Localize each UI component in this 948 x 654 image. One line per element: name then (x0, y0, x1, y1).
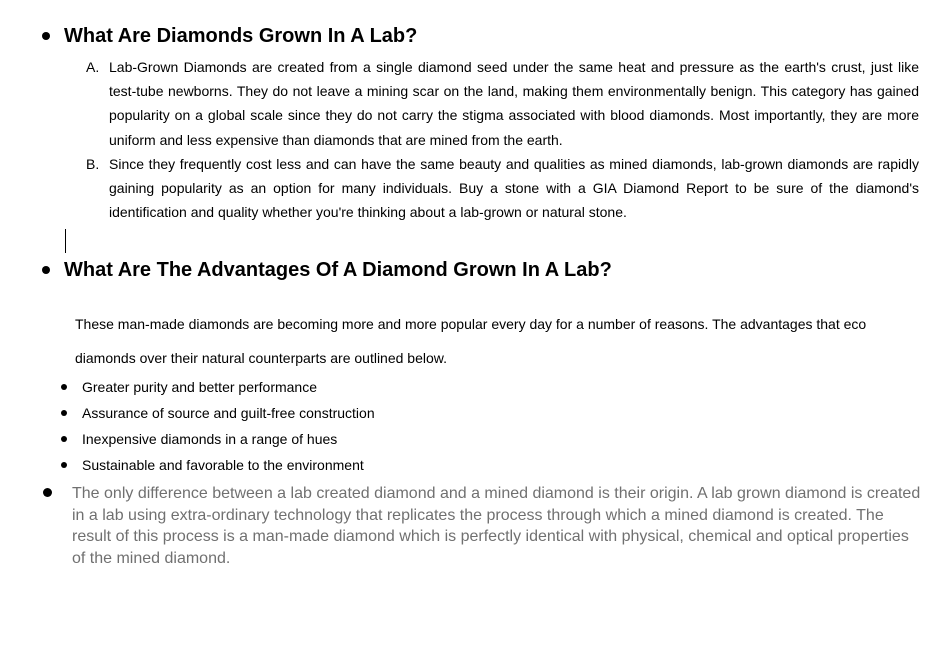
bullet-dot-icon (43, 488, 52, 497)
bullet-dot-icon (61, 436, 67, 442)
lettered-list (86, 55, 919, 224)
list-item (86, 55, 919, 152)
list-item-text: Lab-Grown Diamonds are created from a single diamond seed under the same heat and pressure as the earth's crust, just like test-tube newborns. They do not leave a mining scar on the land, making them environmentally benign. This category has gained popularity on a global scale since they do not carry the stigma associated with blood diamonds. Most importantly, they are more uniform and less expensive than diamonds that are mined from the earth. (109, 59, 919, 148)
bullet-dot-icon (42, 266, 50, 274)
bullet-dot-icon (42, 32, 50, 40)
list-item-text: Greater purity and better performance (82, 379, 318, 395)
origin-paragraph: The only difference between a lab created diamond and a mined diamond is their origin. A lab grown diamond is created in a lab using extra-ordinary technology that replicates the process through which a mined diamond is created. The result of this process is a man-made diamond which is perfectly identical with physical, chemical and optical properties of the mined diamond. (72, 485, 921, 567)
bullet-dot-icon (61, 384, 67, 390)
text-cursor[interactable] (65, 229, 66, 253)
list-marker: A. (86, 59, 100, 75)
section-heading-advantages (42, 258, 612, 282)
list-item-text: Since they frequently cost less and can have the same beauty and qualities as mined diamonds, lab-grown diamonds are rapidly gaining popularity as an option for many individuals. Buy a stone with a GIA Diamond Report to be sure of the diamond's identification and quality whether you're thinking about a lab-grown or natural stone. (109, 155, 919, 221)
list-item (60, 400, 375, 426)
list-item (60, 452, 375, 478)
list-item (60, 426, 375, 452)
list-item-text: Assurance of source and guilt-free construction (82, 405, 375, 421)
intro-paragraph: These man-made diamonds are becoming more and more popular every day for a number of reasons. The advantages that eco diamonds over their natural counterparts are outlined below. (75, 316, 867, 366)
heading-text: What Are Diamonds Grown In A Lab? (64, 25, 418, 47)
heading-text: What Are The Advantages Of A Diamond Grown In A Lab? (64, 259, 612, 281)
list-item (60, 374, 375, 400)
bullet-dot-icon (61, 462, 67, 468)
list-item-text: Sustainable and favorable to the environment (82, 457, 364, 473)
bullet-dot-icon (61, 410, 67, 416)
list-marker: B. (86, 155, 100, 172)
section-heading-what-are-lab-diamonds (42, 24, 417, 48)
list-item-text: Inexpensive diamonds in a range of hues (82, 431, 338, 447)
list-item (86, 152, 919, 225)
advantages-list (60, 374, 375, 478)
